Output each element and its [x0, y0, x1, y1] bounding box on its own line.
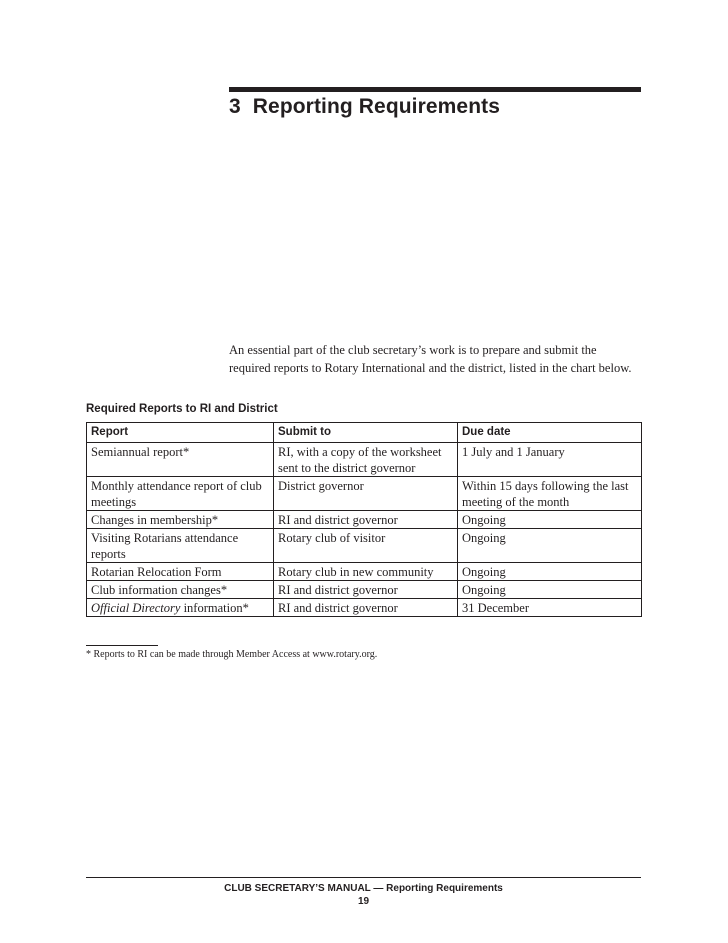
table-header-row	[87, 423, 642, 443]
intro-paragraph: An essential part of the club secretary’s work is to prepare and submit the required reports to Rotary International and the district, listed in the chart below.	[229, 343, 632, 375]
cell-report-rest: information*	[180, 601, 249, 615]
cell-due-date: Within 15 days following the last meeting of the month	[458, 477, 642, 511]
header-submit-to: Submit to	[274, 423, 458, 443]
footnote: * Reports to RI can be made through Member Access at www.rotary.org.	[86, 649, 378, 660]
header-due-date: Due date	[458, 423, 642, 443]
cell-report	[87, 599, 274, 617]
cell-submit-to: Rotary club in new community	[274, 563, 458, 581]
cell-due-date: 31 December	[458, 599, 642, 617]
table-row	[87, 477, 642, 511]
table-caption: Required Reports to RI and District	[86, 403, 278, 415]
table-row	[87, 511, 642, 529]
chapter-title	[229, 95, 500, 119]
footnote-rule	[86, 645, 158, 646]
chapter-title-text: Reporting Requirements	[252, 95, 501, 118]
footer-title: CLUB SECRETARY’S MANUAL — Reporting Requirements	[224, 883, 503, 894]
running-footer	[86, 882, 641, 908]
cell-submit-to: RI and district governor	[274, 581, 458, 599]
reports-table	[86, 422, 642, 617]
cell-submit-to: RI and district governor	[274, 511, 458, 529]
cell-report: Semiannual report*	[87, 443, 274, 477]
cell-submit-to: RI, with a copy of the worksheet sent to the district governor	[274, 443, 458, 477]
cell-submit-to: Rotary club of visitor	[274, 529, 458, 563]
cell-report: Rotarian Relocation Form	[87, 563, 274, 581]
cell-report: Changes in membership*	[87, 511, 274, 529]
cell-due-date: Ongoing	[458, 581, 642, 599]
cell-report: Visiting Rotarians attendance reports	[87, 529, 274, 563]
cell-due-date: Ongoing	[458, 563, 642, 581]
official-directory-title: Official Directory	[91, 601, 181, 615]
table-row	[87, 563, 642, 581]
cell-submit-to: RI and district governor	[274, 599, 458, 617]
cell-due-date: Ongoing	[458, 511, 642, 529]
cell-report: Club information changes*	[87, 581, 274, 599]
chapter-top-rule	[229, 87, 641, 92]
table-row	[87, 443, 642, 477]
cell-due-date: 1 July and 1 January	[458, 443, 642, 477]
chapter-number: 3	[229, 95, 241, 118]
cell-submit-to: District governor	[274, 477, 458, 511]
table-row	[87, 581, 642, 599]
header-report: Report	[87, 423, 274, 443]
cell-due-date: Ongoing	[458, 529, 642, 563]
table-row	[87, 599, 642, 617]
footer-rule	[86, 877, 641, 878]
table-row	[87, 529, 642, 563]
page-number: 19	[357, 896, 370, 907]
cell-report: Monthly attendance report of club meetings	[87, 477, 274, 511]
